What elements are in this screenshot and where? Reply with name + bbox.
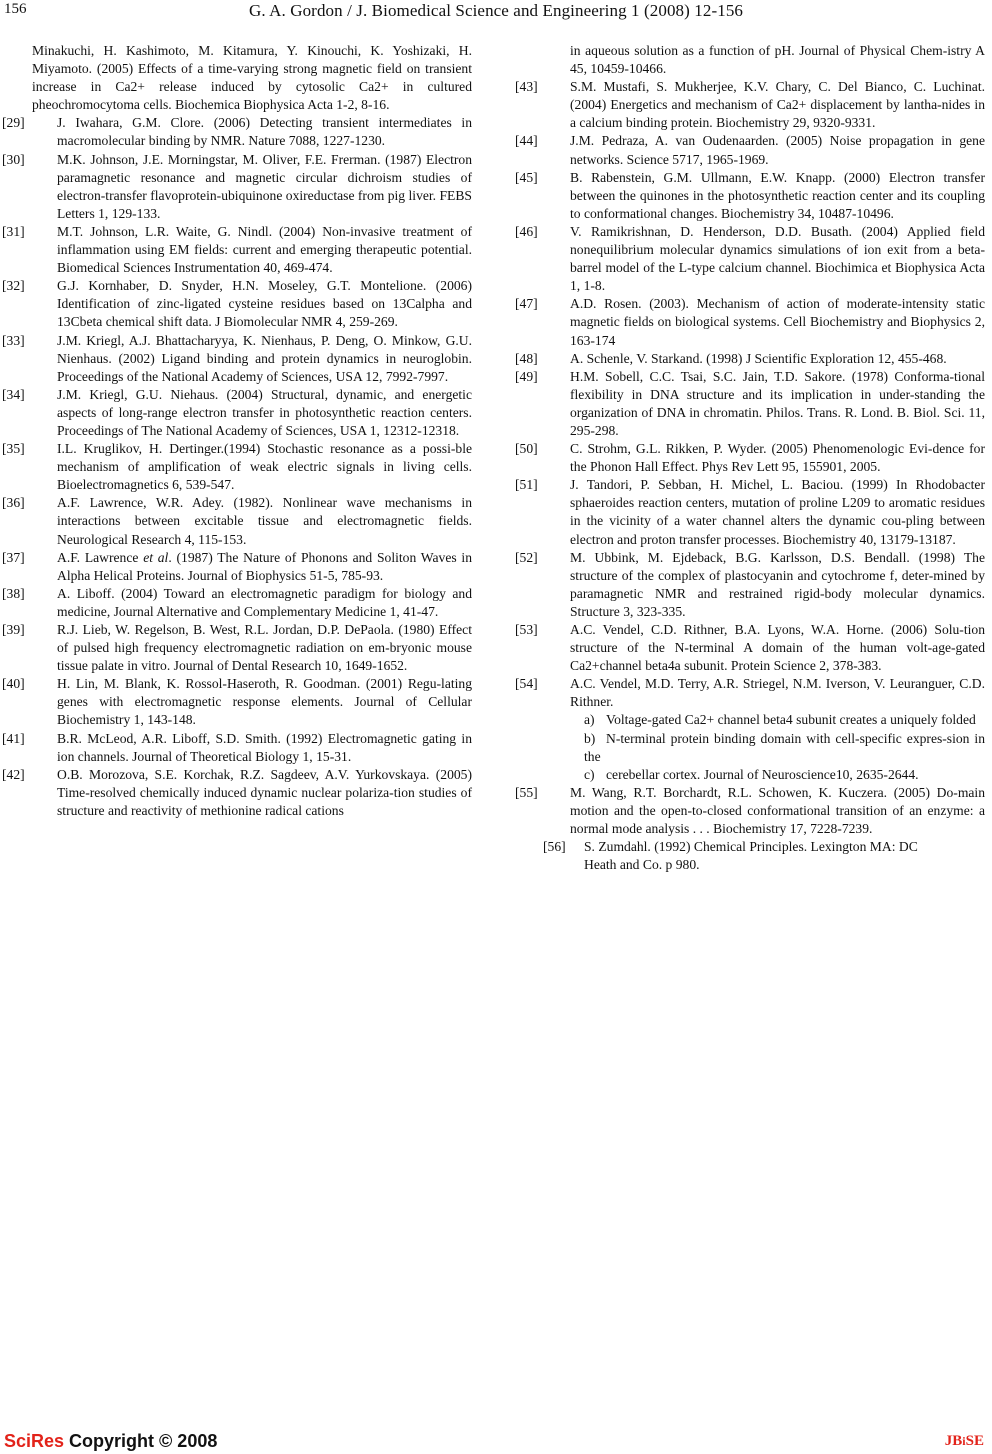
- reference-number: [29]: [2, 115, 25, 131]
- reference-number: [46]: [515, 223, 538, 239]
- reference-54: [515, 675, 985, 711]
- reference-text: H. Lin, M. Blank, K. Rossol-Haseroth, R. Goodman. (2001) Regu-lating genes with electromagnetic response elements. Journal of Cellular Biochemistry 1, 143-148.: [57, 676, 472, 728]
- reference-41: [2, 730, 472, 766]
- reference-number: [51]: [515, 477, 538, 493]
- reference-number: [40]: [2, 676, 25, 692]
- reference-text: B.R. McLeod, A.R. Liboff, S.D. Smith. (1992) Electromagnetic gating in ion channels. Journal of Theoretical Biology 1, 15-31.: [57, 730, 472, 764]
- reference-number: [55]: [515, 784, 538, 800]
- reference-number: [47]: [515, 296, 538, 312]
- reference-number: [56]: [543, 839, 566, 855]
- copyright-text: Copyright © 2008: [64, 1431, 218, 1451]
- reference-text: A.D. Rosen. (2003). Mechanism of action of moderate-intensity static magnetic fields on biological systems. Cell Biochemistry and Biophysics 2, 163-174: [570, 296, 985, 348]
- reference-text: M.K. Johnson, J.E. Morningstar, M. Oliver, F.E. Frerman. (1987) Electron paramagnetic resonance and magnetic circular dichroism studies of electron-transfer flavoprotein-ubiquinone oxireductase from pig liver. FEBS Letters 1, 129-133.: [57, 151, 472, 221]
- reference-54-item-a: [543, 711, 985, 729]
- right-column: [515, 42, 985, 874]
- item-label: c): [584, 766, 595, 782]
- reference-text: M. Ubbink, M. Ejdeback, B.G. Karlsson, D.S. Bendall. (1998) The structure of the complex of plastocyanin and cytochrome f, deter-mined by paramagnetic NMR and restrained rigid-body molecular dynamics. Structure 3, 323-335.: [570, 549, 985, 619]
- left-column: [2, 42, 472, 820]
- reference-51: [515, 476, 985, 548]
- reference-36: [2, 494, 472, 548]
- reference-53: [515, 621, 985, 675]
- reference-text: C. Strohm, G.L. Rikken, P. Wyder. (2005) Phenomenologic Evi-dence for the Phonon Hall Effect. Phys Rev Lett 95, 155901, 2005.: [570, 441, 985, 475]
- reference-text: I.L. Kruglikov, H. Dertinger.(1994) Stochastic resonance as a possi-ble mechanism of amplification of weak electric signals in living cells. Bioelectromagnetics 6, 539-547.: [57, 441, 472, 493]
- reference-number: [37]: [2, 549, 25, 565]
- reference-32: [2, 277, 472, 331]
- reference-text: O.B. Morozova, S.E. Korchak, R.Z. Sagdeev, A.V. Yurkovskaya. (2005) Time-resolved chemically induced dynamic nuclear polariza-tion studies of structure and reactivity of methionine radical cations: [57, 766, 472, 818]
- reference-49: [515, 368, 985, 440]
- reference-54-item-b: [543, 730, 985, 766]
- reference-number: [53]: [515, 622, 538, 637]
- reference-text: M. Wang, R.T. Borchardt, R.L. Schowen, K. Kuczera. (2005) Do-main motion and the open-to-closed conformational transition of an enzyme: a normal mode analysis . . . Biochemistry 17, 7228-7239.: [570, 784, 985, 837]
- reference-33: [2, 332, 472, 386]
- reference-continuation: [543, 42, 985, 78]
- reference-text: M.T. Johnson, L.R. Waite, G. Nindl. (2004) Non-invasive treatment of inflammation using EM fields: current and emerging therapeutic potential. Biomedical Sciences Instrumentation 40, 469-474.: [57, 223, 472, 276]
- reference-45: [515, 169, 985, 223]
- reference-number: [34]: [2, 386, 25, 402]
- reference-text: H.M. Sobell, C.C. Tsai, S.C. Jain, T.D. Sakore. (1978) Conforma-tional flexibility in DNA structure and its implication in under-standing the organization of DNA in chromatin. Philos. Trans. R. Lond. B. Biol. Sci. 11, 295-298.: [570, 368, 985, 438]
- reference-55: [515, 784, 985, 838]
- item-label: b): [584, 730, 596, 746]
- reference-31: [2, 223, 472, 277]
- reference-number: [30]: [2, 151, 25, 167]
- reference-42: [2, 766, 472, 820]
- reference-text: J. Iwahara, G.M. Clore. (2006) Detecting transient intermediates in macromolecular binding by NMR. Nature 7088, 1227-1230.: [57, 115, 472, 149]
- reference-number: [48]: [515, 350, 538, 366]
- reference-text: J. Tandori, P. Sebban, H. Michel, L. Baciou. (1999) In Rhodobacter sphaeroides reaction centers, mutation of proline L209 to aromatic residues in the vicinity of a water channel alters the dynamic cou-pling between electron and proton transfer processes. Biochemistry 40, 13179-13187.: [570, 477, 985, 547]
- reference-35: [2, 440, 472, 494]
- reference-text: in aqueous solution as a function of pH. Journal of Physical Chem-istry A 45, 10459-10466.: [570, 43, 985, 77]
- reference-text: S.M. Mustafi, S. Mukherjee, K.V. Chary, C. Del Bianco, C. Luchinat. (2004) Energetics and mechanism of Ca2+ displacement by lantha-nides in a calcium binding protein. Biochemistry 29, 9320-9331.: [570, 79, 985, 131]
- reference-40: [2, 675, 472, 729]
- reference-number: [49]: [515, 368, 538, 384]
- item-text: cerebellar cortex. Journal of Neuroscience10, 2635-2644.: [606, 766, 919, 782]
- reference-text: A. Schenle, V. Starkand. (1998) J Scientific Exploration 12, 455-468.: [570, 350, 947, 366]
- reference-number: [32]: [2, 278, 25, 294]
- reference-italic: et al: [143, 549, 169, 565]
- reference-number: [45]: [515, 169, 538, 185]
- reference-43: [515, 78, 985, 132]
- reference-number: [36]: [2, 495, 25, 511]
- reference-text: . (1987) The Nature of Phonons and Soliton Waves in Alpha Helical Proteins. Journal of Biophysics 51-5, 785-93.: [57, 549, 472, 583]
- reference-text: Heath and Co. p 980.: [584, 857, 700, 873]
- reference-44: [515, 132, 985, 168]
- reference-52: [515, 549, 985, 621]
- reference-29: [2, 114, 472, 150]
- journal-logo: [945, 1433, 984, 1450]
- reference-34: [2, 386, 472, 440]
- reference-number: [41]: [2, 730, 25, 746]
- reference-text: A.F. Lawrence: [57, 549, 144, 565]
- reference-number: [54]: [515, 676, 538, 692]
- reference-30: [2, 151, 472, 223]
- reference-48: [515, 350, 985, 368]
- reference-text: R.J. Lieb, W. Regelson, B. West, R.L. Jordan, D.P. DePaola. (1980) Effect of pulsed high frequency electromagnetic radiation on em-bryonic mouse tissue palate in vitro. Journal of Dental Research 10, 1649-1652.: [57, 622, 472, 674]
- scires-logo: SciRes: [4, 1431, 65, 1451]
- reference-text: J.M. Kriegl, G.U. Niehaus. (2004) Structural, dynamic, and energetic aspects of long-range electron transfer in photosynthetic reaction centers. Proceedings of The National Academy of Sciences, USA 1, 12312-12318.: [57, 386, 472, 438]
- reference-number: [31]: [2, 223, 25, 239]
- reference-text: S. Zumdahl. (1992) Chemical Principles. Lexington MA: DC: [584, 839, 918, 855]
- journal-logo-suffix: SE: [965, 1433, 984, 1449]
- page-number: 156: [4, 1, 27, 17]
- reference-text: J.M. Kriegl, A.J. Bhattacharyya, K. Nienhaus, P. Deng, O. Minkow, G.U. Nienhaus. (2002) Ligand binding and protein dynamics in neuroglobin. Proceedings of the National Academy of Sciences, USA 12, 7992-7997.: [57, 332, 472, 384]
- journal-logo-small: i: [962, 1434, 966, 1448]
- reference-text: G.J. Kornhaber, D. Snyder, H.N. Moseley, G.T. Montelione. (2006) Identification of zinc-ligated cysteine residues based on 13Calpha and 13Cbeta chemical shift data. J Biomolecular NMR 4, 259-269.: [57, 278, 472, 330]
- reference-37: [2, 549, 472, 585]
- reference-text: A.C. Vendel, C.D. Rithner, B.A. Lyons, W.A. Horne. (2006) Solu-tion structure of the N-terminal A domain of the human volt-age-gated Ca2+channel beta4a subunit. Protein Science 2, 378-383.: [570, 622, 985, 674]
- footer-copyright: [4, 1431, 217, 1452]
- reference-text: V. Ramikrishnan, D. Henderson, D.D. Busath. (2004) Applied field nonequilibrium molecular dynamics simulations of ion exit from a beta-barrel model of the L-type calcium channel. Biochimica et Biophysica Acta 1, 1-8.: [570, 223, 985, 294]
- reference-number: [50]: [515, 441, 538, 457]
- reference-47: [515, 295, 985, 349]
- reference-number: [44]: [515, 133, 538, 149]
- reference-number: [39]: [2, 622, 25, 637]
- reference-number: [42]: [2, 766, 25, 782]
- reference-number: [33]: [2, 332, 25, 348]
- reference-54-item-c: [543, 766, 985, 784]
- reference-text: J.M. Pedraza, A. van Oudenaarden. (2005) Noise propagation in gene networks. Science 5717, 1965-1969.: [570, 133, 985, 167]
- reference-text: A.F. Lawrence, W.R. Adey. (1982). Nonlinear wave mechanisms in interactions between excitable tissue and electromagnetic fields. Neurological Research 4, 115-153.: [57, 495, 472, 547]
- reference-46: [515, 223, 985, 295]
- reference-number: [35]: [2, 441, 25, 457]
- journal-logo-prefix: JB: [944, 1433, 963, 1449]
- running-head: G. A. Gordon / J. Biomedical Science and Engineering 1 (2008) 12-156: [248, 1, 744, 20]
- reference-56: [543, 838, 985, 874]
- reference-38: [2, 585, 472, 621]
- reference-continuation: Minakuchi, H. Kashimoto, M. Kitamura, Y. Kinouchi, K. Yoshizaki, H. Miyamoto. (2005) Effects of a time-varying strong magnetic field on transient increase in Ca2+ release induced by cytosolic Ca2+ in cultured pheochromocytoma cells. Biochemica Biophysica Acta 1-2, 8-16.: [32, 43, 472, 113]
- reference-number: [38]: [2, 585, 25, 601]
- item-label: a): [584, 712, 595, 728]
- reference-text: B. Rabenstein, G.M. Ullmann, E.W. Knapp. (2000) Electron transfer between the quinones in the photosynthetic reaction center and its coupling to conformational changes. Biochemistry 34, 10487-10496.: [570, 169, 985, 221]
- reference-50: [515, 440, 985, 476]
- reference-text: A.C. Vendel, M.D. Terry, A.R. Striegel, N.M. Iverson, V. Leuranguer, C.D. Rithner.: [570, 676, 985, 710]
- item-text: Voltage-gated Ca2+ channel beta4 subunit creates a uniquely folded: [606, 712, 976, 728]
- item-text: N-terminal protein binding domain with cell-specific expres-sion in the: [584, 730, 985, 764]
- reference-number: [52]: [515, 549, 538, 565]
- reference-number: [43]: [515, 79, 538, 95]
- reference-39: [2, 621, 472, 675]
- reference-text: A. Liboff. (2004) Toward an electromagnetic paradigm for biology and medicine, Journal Alternative and Complementary Medicine 1, 41-47.: [57, 585, 472, 619]
